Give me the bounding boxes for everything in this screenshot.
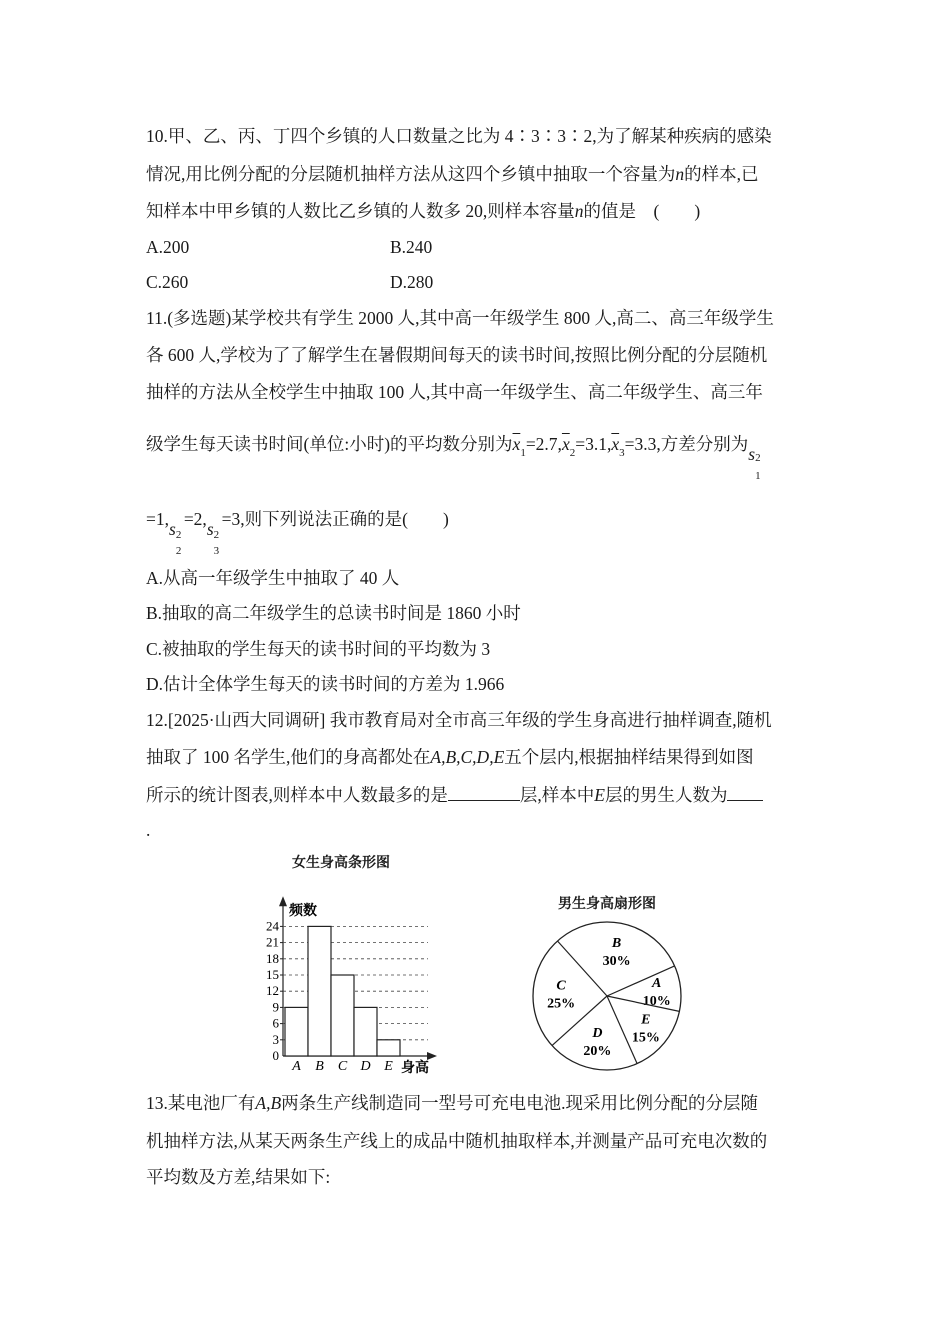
q13-line-3: 平均数及方差,结果如下: <box>146 1167 331 1187</box>
q10-options-cd <box>146 270 434 294</box>
q10-option-b: B.240 <box>390 237 433 257</box>
q10-option-a: A.200 <box>146 237 190 257</box>
q11-option-b: B.抽取的高二年级学生的总读书时间是 1860 小时 <box>146 603 521 623</box>
pie-percent-A: 10% <box>642 993 671 1009</box>
pie-percent-B: 30% <box>602 954 631 970</box>
y-tick-label: 21 <box>266 934 279 950</box>
y-axis-arrow <box>279 896 287 906</box>
q10-option-c: C.260 <box>146 272 189 292</box>
q11-line-5: =1,s 2 2 =2,s 2 3 =3,则下列说法正确的是( ) <box>146 509 449 557</box>
pie-chart <box>525 915 695 1075</box>
q11-option-d: D.估计全体学生每天的读书时间的方差为 1.966 <box>146 674 505 694</box>
q12-line-3: 所示的统计图表,则样本中人数最多的是 层,样本中E层的男生人数为 <box>146 783 763 807</box>
bar-D <box>354 1007 377 1056</box>
y-axis-label: 频数 <box>289 904 317 920</box>
y-tick-label: 24 <box>266 918 279 934</box>
bar-chart <box>255 868 440 1083</box>
q12-line-1: 12.[2025·山西大同调研] 我市教育局对全市高三年级的学生身高进行抽样调查,随机 <box>146 710 772 730</box>
pie-percent-E: 15% <box>631 1030 660 1046</box>
q12-line-4: . <box>146 820 151 840</box>
x-tick-label: D <box>360 1059 371 1074</box>
q11-line-1: 11.(多选题)某学校共有学生 2000 人,其中高一年级学生 800 人,高二、高三年级学生 <box>146 308 774 328</box>
q10-line-3: 知样本中甲乡镇的人数比乙乡镇的人数多 20,则样本容量n的值是 ( ) <box>146 201 701 221</box>
pie-label-C: C <box>556 978 566 994</box>
q10-line-1: 10.甲、乙、丙、丁四个乡镇的人口数量之比为 4∶3∶3∶2,为了解某种疾病的感染 <box>146 126 772 146</box>
q10-option-d: D.280 <box>390 272 434 292</box>
q10-line-2: 情况,用比例分配的分层随机抽样方法从这四个乡镇中抽取一个容量为n的样本,已 <box>146 164 759 184</box>
y-tick-label: 12 <box>266 983 279 999</box>
x-tick-label: A <box>292 1059 301 1074</box>
y-tick-label: 6 <box>272 1015 279 1031</box>
pie-percent-D: 20% <box>583 1043 612 1059</box>
pie-label-E: E <box>641 1012 651 1028</box>
q13-line-2: 机抽样方法,从某天两条生产线上的成品中随机抽取样本,并测量产品可充电次数的 <box>146 1131 768 1151</box>
bar-A <box>285 1007 308 1056</box>
x-tick-label: E <box>384 1059 393 1074</box>
x-tick-label: B <box>315 1059 324 1074</box>
q10-options-ab <box>146 235 433 259</box>
pie-label-B: B <box>611 936 622 952</box>
pie-label-D: D <box>592 1025 603 1041</box>
pie-chart-title: 男生身高扇形图 <box>558 896 656 912</box>
x-axis-arrow <box>427 1052 437 1060</box>
bar-chart-title: 女生身高条形图 <box>292 855 390 871</box>
bar-E <box>377 1040 400 1056</box>
q11-line-2: 各 600 人,学校为了了解学生在暑假期间每天的读书时间,按照比例分配的分层随机 <box>146 345 768 365</box>
q11-line-3: 抽样的方法从全校学生中抽取 100 人,其中高一年级学生、高二年级学生、高三年 <box>146 382 763 402</box>
pie-percent-C: 25% <box>547 996 576 1012</box>
q11-line-4: 级学生每天读书时间(单位:小时)的平均数分别为$\overline{x}_1=2.7,\overline{x}_2=3.1,\overline{x}_3=3.3$,方差分别为s 2 1 <box>146 434 761 482</box>
y-tick-label: 15 <box>266 967 279 982</box>
y-tick-label: 0 <box>272 1048 279 1063</box>
bar-C <box>331 975 354 1056</box>
bar-B <box>308 926 331 1056</box>
y-tick-label: 18 <box>266 950 279 966</box>
x-tick-label: C <box>337 1059 348 1074</box>
x-axis-label: 身高 <box>401 1061 429 1076</box>
pie-label-A: A <box>652 975 662 991</box>
y-tick-label: 3 <box>272 1031 279 1047</box>
q12-line-2: 抽取了 100 名学生,他们的身高都处在A,B,C,D,E五个层内,根据抽样结果得到如图 <box>146 747 754 767</box>
y-tick-label: 9 <box>272 999 279 1015</box>
q13-line-1: 13.某电池厂有A,B两条生产线制造同一型号可充电电池.现采用比例分配的分层随 <box>146 1093 759 1113</box>
q11-option-c: C.被抽取的学生每天的读书时间的平均数为 3 <box>146 639 491 659</box>
q11-option-a: A.从高一年级学生中抽取了 40 人 <box>146 568 400 588</box>
